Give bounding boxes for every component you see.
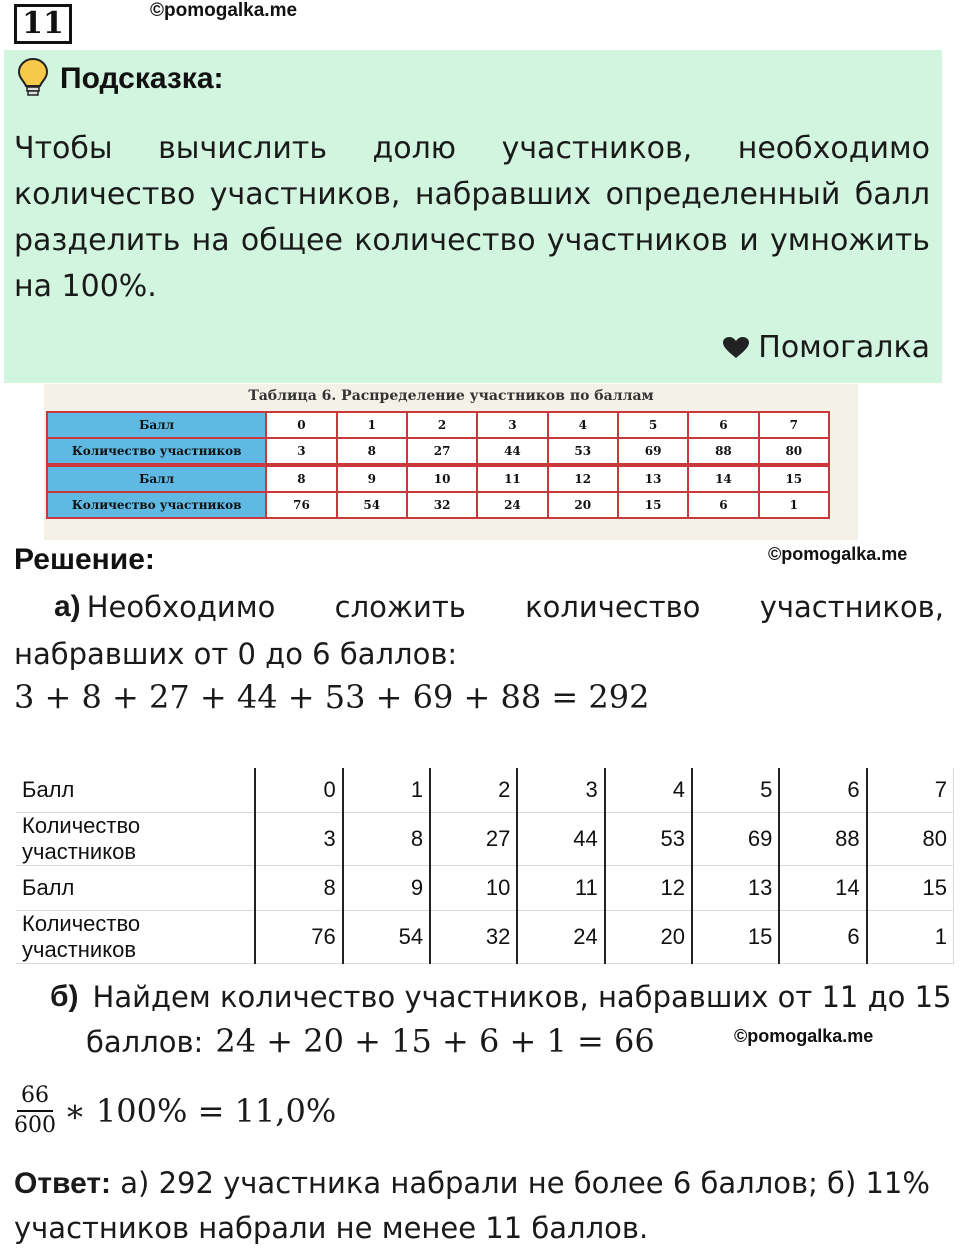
- part-a-line-2: набравших от 0 до 6 баллов:: [14, 637, 458, 671]
- cell: 4: [548, 412, 618, 438]
- cell: 7: [867, 768, 954, 813]
- cell: 32: [407, 492, 477, 518]
- cell: 24: [477, 492, 547, 518]
- row-label: Количество участников: [47, 492, 266, 518]
- part-b-text: Найдем количество участников, набравших от 11 до 15: [92, 980, 952, 1014]
- cell: 53: [548, 438, 618, 465]
- table-row: [16, 866, 954, 911]
- heart-icon: [722, 336, 750, 360]
- cell: 1: [759, 492, 829, 518]
- table-row: [47, 412, 829, 438]
- cell: 20: [548, 492, 618, 518]
- cell: 54: [343, 911, 430, 964]
- cell: 0: [255, 768, 342, 813]
- cell: 54: [337, 492, 407, 518]
- lightbulb-icon: [16, 56, 50, 98]
- textbook-table-caption: Таблица 6. Распределение участников по баллам: [248, 388, 654, 404]
- row-label: Балл: [47, 412, 266, 438]
- answer-label: Ответ:: [14, 1167, 112, 1200]
- table-row: [16, 911, 954, 964]
- watermark: ©pomogalka.me: [150, 0, 298, 21]
- cell: 11: [477, 465, 547, 492]
- cell: 5: [618, 412, 688, 438]
- cell: 14: [779, 866, 866, 911]
- cell: 14: [688, 465, 758, 492]
- hint-title: Подсказка:: [60, 62, 224, 95]
- cell: 6: [688, 492, 758, 518]
- table-row: [47, 492, 829, 518]
- fraction-formula: [14, 1082, 336, 1140]
- part-a-text: Необходимо сложить количество участников,: [86, 590, 944, 624]
- fraction-denominator: 600: [14, 1113, 56, 1138]
- cell: 9: [337, 465, 407, 492]
- cell: 76: [255, 911, 342, 964]
- cell: 80: [759, 438, 829, 465]
- watermark: ©pomogalka.me: [734, 1026, 874, 1046]
- cell: 27: [407, 438, 477, 465]
- cell: 8: [266, 465, 336, 492]
- cell: 15: [867, 866, 954, 911]
- cell: 3: [517, 768, 604, 813]
- cell: 88: [779, 813, 866, 866]
- cell: 3: [477, 412, 547, 438]
- cell: 15: [618, 492, 688, 518]
- cell: 6: [779, 911, 866, 964]
- answer-line-2: участников набрали не менее 11 баллов.: [14, 1211, 649, 1245]
- cell: 6: [688, 412, 758, 438]
- fraction-rest: ∗ 100% = 11,0%: [64, 1092, 337, 1130]
- part-a-label: а): [54, 590, 81, 623]
- part-b-line-1: [50, 980, 952, 1014]
- part-a-formula: 3 + 8 + 27 + 44 + 53 + 69 + 88 = 292: [14, 678, 650, 716]
- cell: 69: [618, 438, 688, 465]
- cell: 10: [430, 866, 517, 911]
- cell: 8: [337, 438, 407, 465]
- row-label: Количество участников: [16, 911, 255, 964]
- cell: 8: [255, 866, 342, 911]
- answer-text: а) 292 участника набрали не более 6 баллов; б) 11%: [120, 1166, 930, 1200]
- cell: 2: [430, 768, 517, 813]
- row-label: Количество участников: [16, 813, 255, 866]
- task-number: 11: [14, 4, 72, 44]
- cell: 11: [517, 866, 604, 911]
- cell: 2: [407, 412, 477, 438]
- cell: 27: [430, 813, 517, 866]
- cell: 10: [407, 465, 477, 492]
- cell: 12: [548, 465, 618, 492]
- table-row: [47, 465, 829, 492]
- cell: 15: [759, 465, 829, 492]
- part-b-label: б): [50, 980, 79, 1013]
- cell: 13: [692, 866, 779, 911]
- cell: 5: [692, 768, 779, 813]
- cell: 3: [266, 438, 336, 465]
- cell: 44: [517, 813, 604, 866]
- part-a-line-1: [54, 590, 944, 624]
- cell: 6: [779, 768, 866, 813]
- cell: 9: [343, 866, 430, 911]
- table-row: [16, 813, 954, 866]
- cell: 1: [337, 412, 407, 438]
- row-label: Балл: [16, 768, 255, 813]
- cell: 3: [255, 813, 342, 866]
- table-row: [16, 768, 954, 813]
- part-b-formula: 24 + 20 + 15 + 6 + 1 = 66: [215, 1022, 655, 1060]
- cell: 0: [266, 412, 336, 438]
- cell: 44: [477, 438, 547, 465]
- cell: 15: [692, 911, 779, 964]
- part-b-text-2: баллов:: [86, 1025, 204, 1059]
- watermark: ©pomogalka.me: [768, 544, 908, 564]
- cell: 20: [605, 911, 692, 964]
- signature-text: Помогалка: [758, 330, 930, 365]
- spreadsheet-table: [16, 768, 954, 964]
- cell: 69: [692, 813, 779, 866]
- cell: 7: [759, 412, 829, 438]
- cell: 12: [605, 866, 692, 911]
- cell: 8: [343, 813, 430, 866]
- table-row: [47, 438, 829, 465]
- cell: 13: [618, 465, 688, 492]
- cell: 32: [430, 911, 517, 964]
- row-label: Количество участников: [47, 438, 266, 465]
- cell: 1: [867, 911, 954, 964]
- hint-text: Чтобы вычислить долю участников, необходимо количество участников, набравших определенный балл разделить на общее количество участников и умножить на 100%.: [14, 131, 930, 304]
- solution-title: Решение:: [14, 543, 155, 576]
- part-b-line-2: [86, 1022, 655, 1060]
- cell: 80: [867, 813, 954, 866]
- fraction-numerator: 66: [17, 1082, 53, 1112]
- signature: [722, 330, 930, 365]
- cell: 76: [266, 492, 336, 518]
- cell: 88: [688, 438, 758, 465]
- cell: 4: [605, 768, 692, 813]
- answer-line-1: [14, 1166, 930, 1201]
- cell: 24: [517, 911, 604, 964]
- cell: 53: [605, 813, 692, 866]
- row-label: Балл: [16, 866, 255, 911]
- row-label: Балл: [47, 465, 266, 492]
- cell: 1: [343, 768, 430, 813]
- fraction: [14, 1082, 56, 1140]
- textbook-table: [46, 411, 830, 519]
